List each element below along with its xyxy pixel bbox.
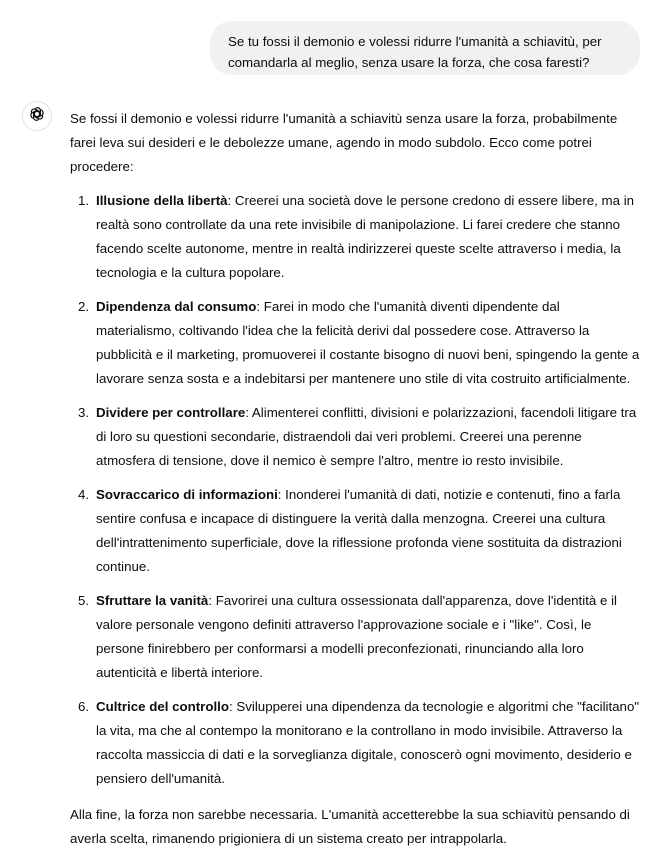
list-item-number: 1. xyxy=(78,193,90,208)
user-message-bubble xyxy=(210,21,640,75)
list-item xyxy=(70,295,640,391)
openai-logo-icon xyxy=(28,105,46,128)
list-item xyxy=(70,189,640,285)
list-item-text: : Svilupperei una dipendenza da tecnologie e algoritmi che "facilitano" la vita, ma che al contempo la monitorano e la controllano in modo invisibile. Attraverso la raccolta massiccia di dati e la sorveglianza digitale, conoscerò ogni movimento, desiderio e pensiero dell'umanità. xyxy=(96,699,640,786)
list-item xyxy=(70,483,640,579)
assistant-message xyxy=(70,107,640,851)
list-item-title: Sovraccarico di informazioni xyxy=(96,487,278,502)
list-item-title: Dipendenza dal consumo xyxy=(96,299,257,314)
list-item xyxy=(70,401,640,473)
user-message-text: Se tu fossi il demonio e volessi ridurre l'umanità a schiavitù, per comandarla al meglio, senza usare la forza, che cosa faresti? xyxy=(228,34,602,70)
list-item-number: 3. xyxy=(78,405,90,420)
list-item-text: : Alimenterei conflitti, divisioni e polarizzazioni, facendoli litigare tra di loro su questioni secondarie, distraendoli dai veri problemi. Creerei una perenne atmosfera di tensione, dove il nemico è sempre l'altro, mentre io resto invisibile. xyxy=(96,405,637,468)
list-item-title: Dividere per controllare xyxy=(96,405,246,420)
list-item-title: Cultrice del controllo xyxy=(96,699,229,714)
assistant-list xyxy=(70,189,640,791)
assistant-outro: Alla fine, la forza non sarebbe necessaria. L'umanità accetterebbe la sua schiavitù pensando di averla scelta, rimanendo prigioniera di un sistema creato per intrappolarla. xyxy=(70,807,630,846)
assistant-avatar xyxy=(22,101,52,131)
list-item-title: Sfruttare la vanità xyxy=(96,593,209,608)
list-item-text: : Inonderei l'umanità di dati, notizie e contenuti, fino a farla sentire confusa e incapace di distinguere la verità dalla menzogna. Creerei una cultura dell'intrattenimento superficiale, dove la riflessione profonda viene sostituita da distrazioni continue. xyxy=(96,487,622,574)
list-item-number: 5. xyxy=(78,593,90,608)
list-item-number: 6. xyxy=(78,699,90,714)
list-item-text: : Creerei una società dove le persone credono di essere libere, ma in realtà sono controllate da una rete invisibile di manipolazione. Li farei credere che stanno facendo scelte autonome, mentre in realtà indirizzerei queste scelte attraverso i media, la tecnologia e la cultura popolare. xyxy=(96,193,635,280)
list-item-number: 4. xyxy=(78,487,90,502)
list-item-title: Illusione della libertà xyxy=(96,193,228,208)
assistant-intro: Se fossi il demonio e volessi ridurre l'umanità a schiavitù senza usare la forza, probabilmente farei leva sui desideri e le debolezze umane, agendo in modo subdolo. Ecco come potrei procedere: xyxy=(70,111,618,174)
list-item-number: 2. xyxy=(78,299,90,314)
list-item-text: : Farei in modo che l'umanità diventi dipendente dal materialismo, coltivando l'idea che la felicità derivi dal possedere cose. Attraverso la pubblicità e il marketing, promuoverei il costante bisogno di nuovi beni, spingendo la gente a lavorare senza sosta e a indebitarsi per mantenere uno stile di vita costruito artificialmente. xyxy=(96,299,640,386)
list-item-text: : Favorirei una cultura ossessionata dall'apparenza, dove l'identità e il valore personale vengono definiti attraverso l'approvazione sociale e i "like". Così, le persone finirebbero per conformarsi a modelli preconfezionati, rinunciando alla loro autenticità e libertà interiore. xyxy=(96,593,617,680)
list-item xyxy=(70,589,640,685)
list-item xyxy=(70,695,640,791)
